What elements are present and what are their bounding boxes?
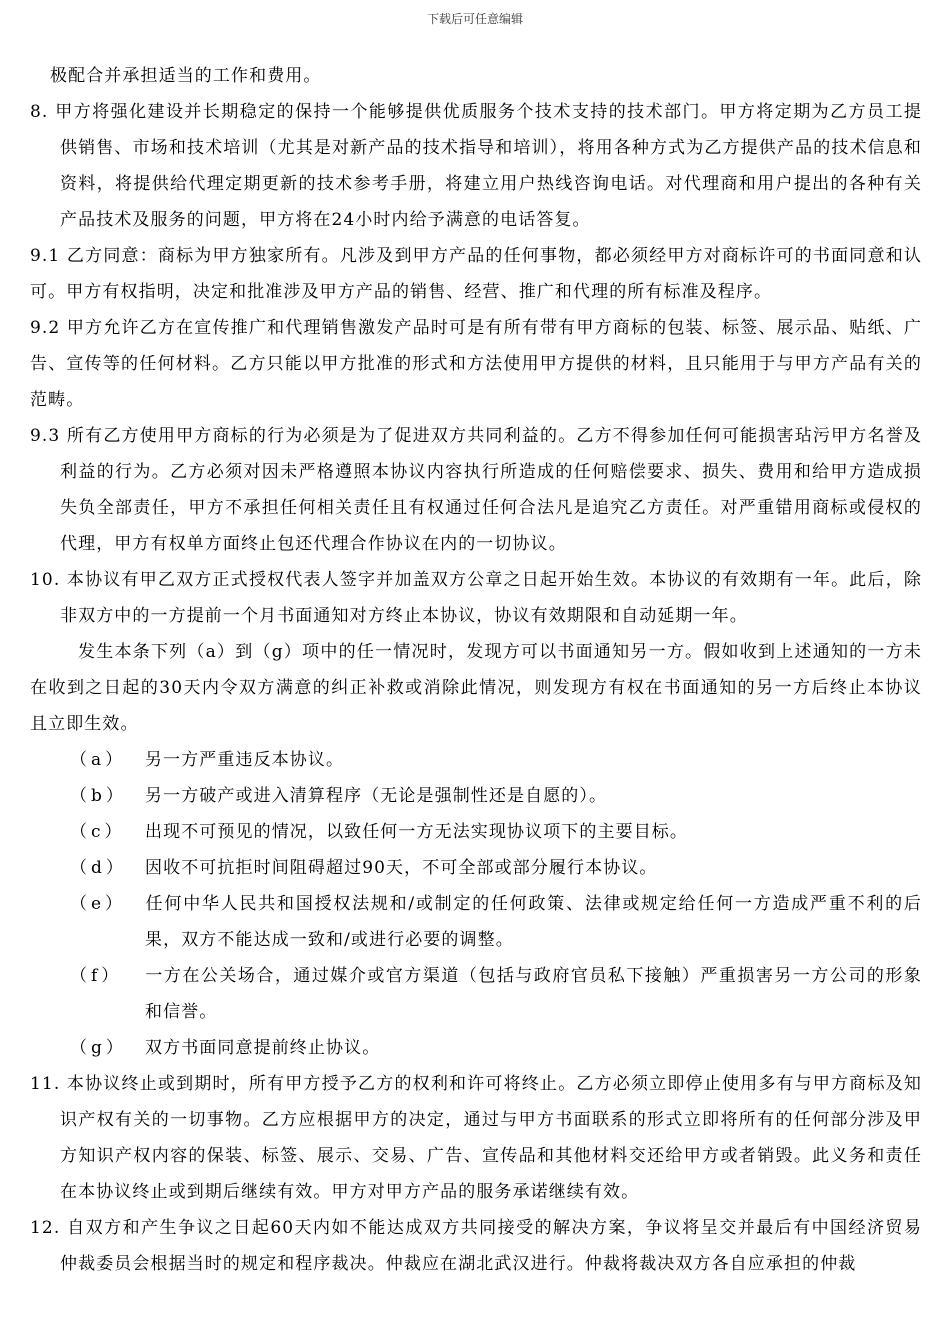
clause-9-3: 9.3 所有乙方使用甲方商标的行为必须是为了促进双方共同利益的。乙方不得参加任何可能损害玷污甲方名誉及利益的行为。乙方必须对因未严格遵照本协议内容执行所造成的任何赔偿要求、损失、费用和给甲方造成损失负全部责任，甲方不承担任何相关责任且有权通过任何合法凡是追究乙方责任。对严重错用商标或侵权的代理，甲方有权单方面终止包还代理合作协议在内的一切协议。	[30, 426, 922, 554]
termination-conditions-list	[30, 742, 922, 1066]
list-item-text: 一方在公关场合，通过媒介或官方渠道（包括与政府官员私下接触）严重损害另一方公司的形象和信誉。	[145, 966, 922, 1022]
list-item-text: 任何中华人民共和国授权法规和/或制定的任何政策、法律或规定给任何一方造成严重不利的后果，双方不能达成一致和/或进行必要的调整。	[145, 894, 922, 950]
list-item-label: （a）	[70, 750, 127, 770]
clause-10-termination-intro: 发生本条下列（a）到（g）项中的任一情况时，发现方可以书面通知另一方。假如收到上述通知的一方未在收到之日起的30天内令双方满意的纠正补救或消除此情况，则发现方有权在书面通知的另一方后终止本协议且立即生效。	[30, 642, 922, 734]
clause-10: 10. 本协议有甲乙双方正式授权代表人签字并加盖双方公章之日起开始生效。本协议的有效期有一年。此后，除非双方中的一方提前一个月书面通知对方终止本协议，协议有效期限和自动延期一年。	[30, 570, 922, 626]
document-body	[30, 58, 922, 1282]
clause-9-1: 9.1 乙方同意：商标为甲方独家所有。凡涉及到甲方产品的任何事物，都必须经甲方对商标许可的书面同意和认可。甲方有权指明，决定和批准涉及甲方产品的销售、经营、推广和代理的所有标准及程序。	[30, 246, 922, 302]
list-item	[30, 778, 922, 814]
list-item	[30, 742, 922, 778]
list-item	[30, 886, 922, 958]
clause-11: 11. 本协议终止或到期时，所有甲方授予乙方的权利和许可将终止。乙方必须立即停止使用多有与甲方商标及知识产权有关的一切事物。乙方应根据甲方的决定，通过与甲方书面联系的形式立即将所有的任何部分涉及甲方知识产权内容的保装、标签、展示、交易、广告、宣传品和其他材料交还给甲方或者销毁。此义务和责任在本协议终止或到期后继续有效。甲方对甲方产品的服务承诺继续有效。	[30, 1074, 922, 1202]
list-item-text: 出现不可预见的情况，以致任何一方无法实现协议项下的主要目标。	[145, 822, 688, 842]
paragraph-continuation: 极配合并承担适当的工作和费用。	[50, 66, 322, 86]
list-item-label: （e）	[70, 894, 127, 914]
list-item-label: （b）	[70, 786, 127, 806]
list-item-label: （f）	[70, 966, 123, 986]
list-item-text: 另一方严重违反本协议。	[145, 750, 345, 770]
clause-12: 12. 自双方和产生争议之日起60天内如不能达成双方共同接受的解决方案，争议将呈交并最后有中国经济贸易仲裁委员会根据当时的规定和程序裁决。仲裁应在湖北武汉进行。仲裁将裁决双方各自应承担的仲裁	[30, 1218, 922, 1274]
list-item	[30, 1030, 922, 1066]
clause-9-2: 9.2 甲方允许乙方在宣传推广和代理销售激发产品时可是有所有带有甲方商标的包装、标签、展示品、贴纸、广告、宣传等的任何材料。乙方只能以甲方批准的形式和方法使用甲方提供的材料，且只能用于与甲方产品有关的范畴。	[30, 318, 922, 410]
list-item	[30, 814, 922, 850]
list-item-text: 双方书面同意提前终止协议。	[145, 1038, 381, 1058]
list-item-text: 另一方破产或进入清算程序（无论是强制性还是自愿的）。	[145, 786, 608, 806]
list-item-label: （c）	[70, 822, 126, 842]
list-item-label: （d）	[70, 858, 127, 878]
list-item	[30, 850, 922, 886]
page-header: 下载后可任意编辑	[426, 12, 523, 26]
list-item-label: （g）	[70, 1038, 127, 1058]
list-item	[30, 958, 922, 1030]
list-item-text: 因收不可抗拒时间阻碍超过90天，不可全部或部分履行本协议。	[145, 858, 658, 878]
clause-8: 8. 甲方将强化建设并长期稳定的保持一个能够提供优质服务个技术支持的技术部门。甲方将定期为乙方员工提供销售、市场和技术培训（尤其是对新产品的技术指导和培训），将用各种方式为乙方提供产品的技术信息和资料，将提供给代理定期更新的技术参考手册，将建立用户热线咨询电话。对代理商和用户提出的各种有关产品技术及服务的问题，甲方将在24小时内给予满意的电话答复。	[30, 102, 922, 230]
